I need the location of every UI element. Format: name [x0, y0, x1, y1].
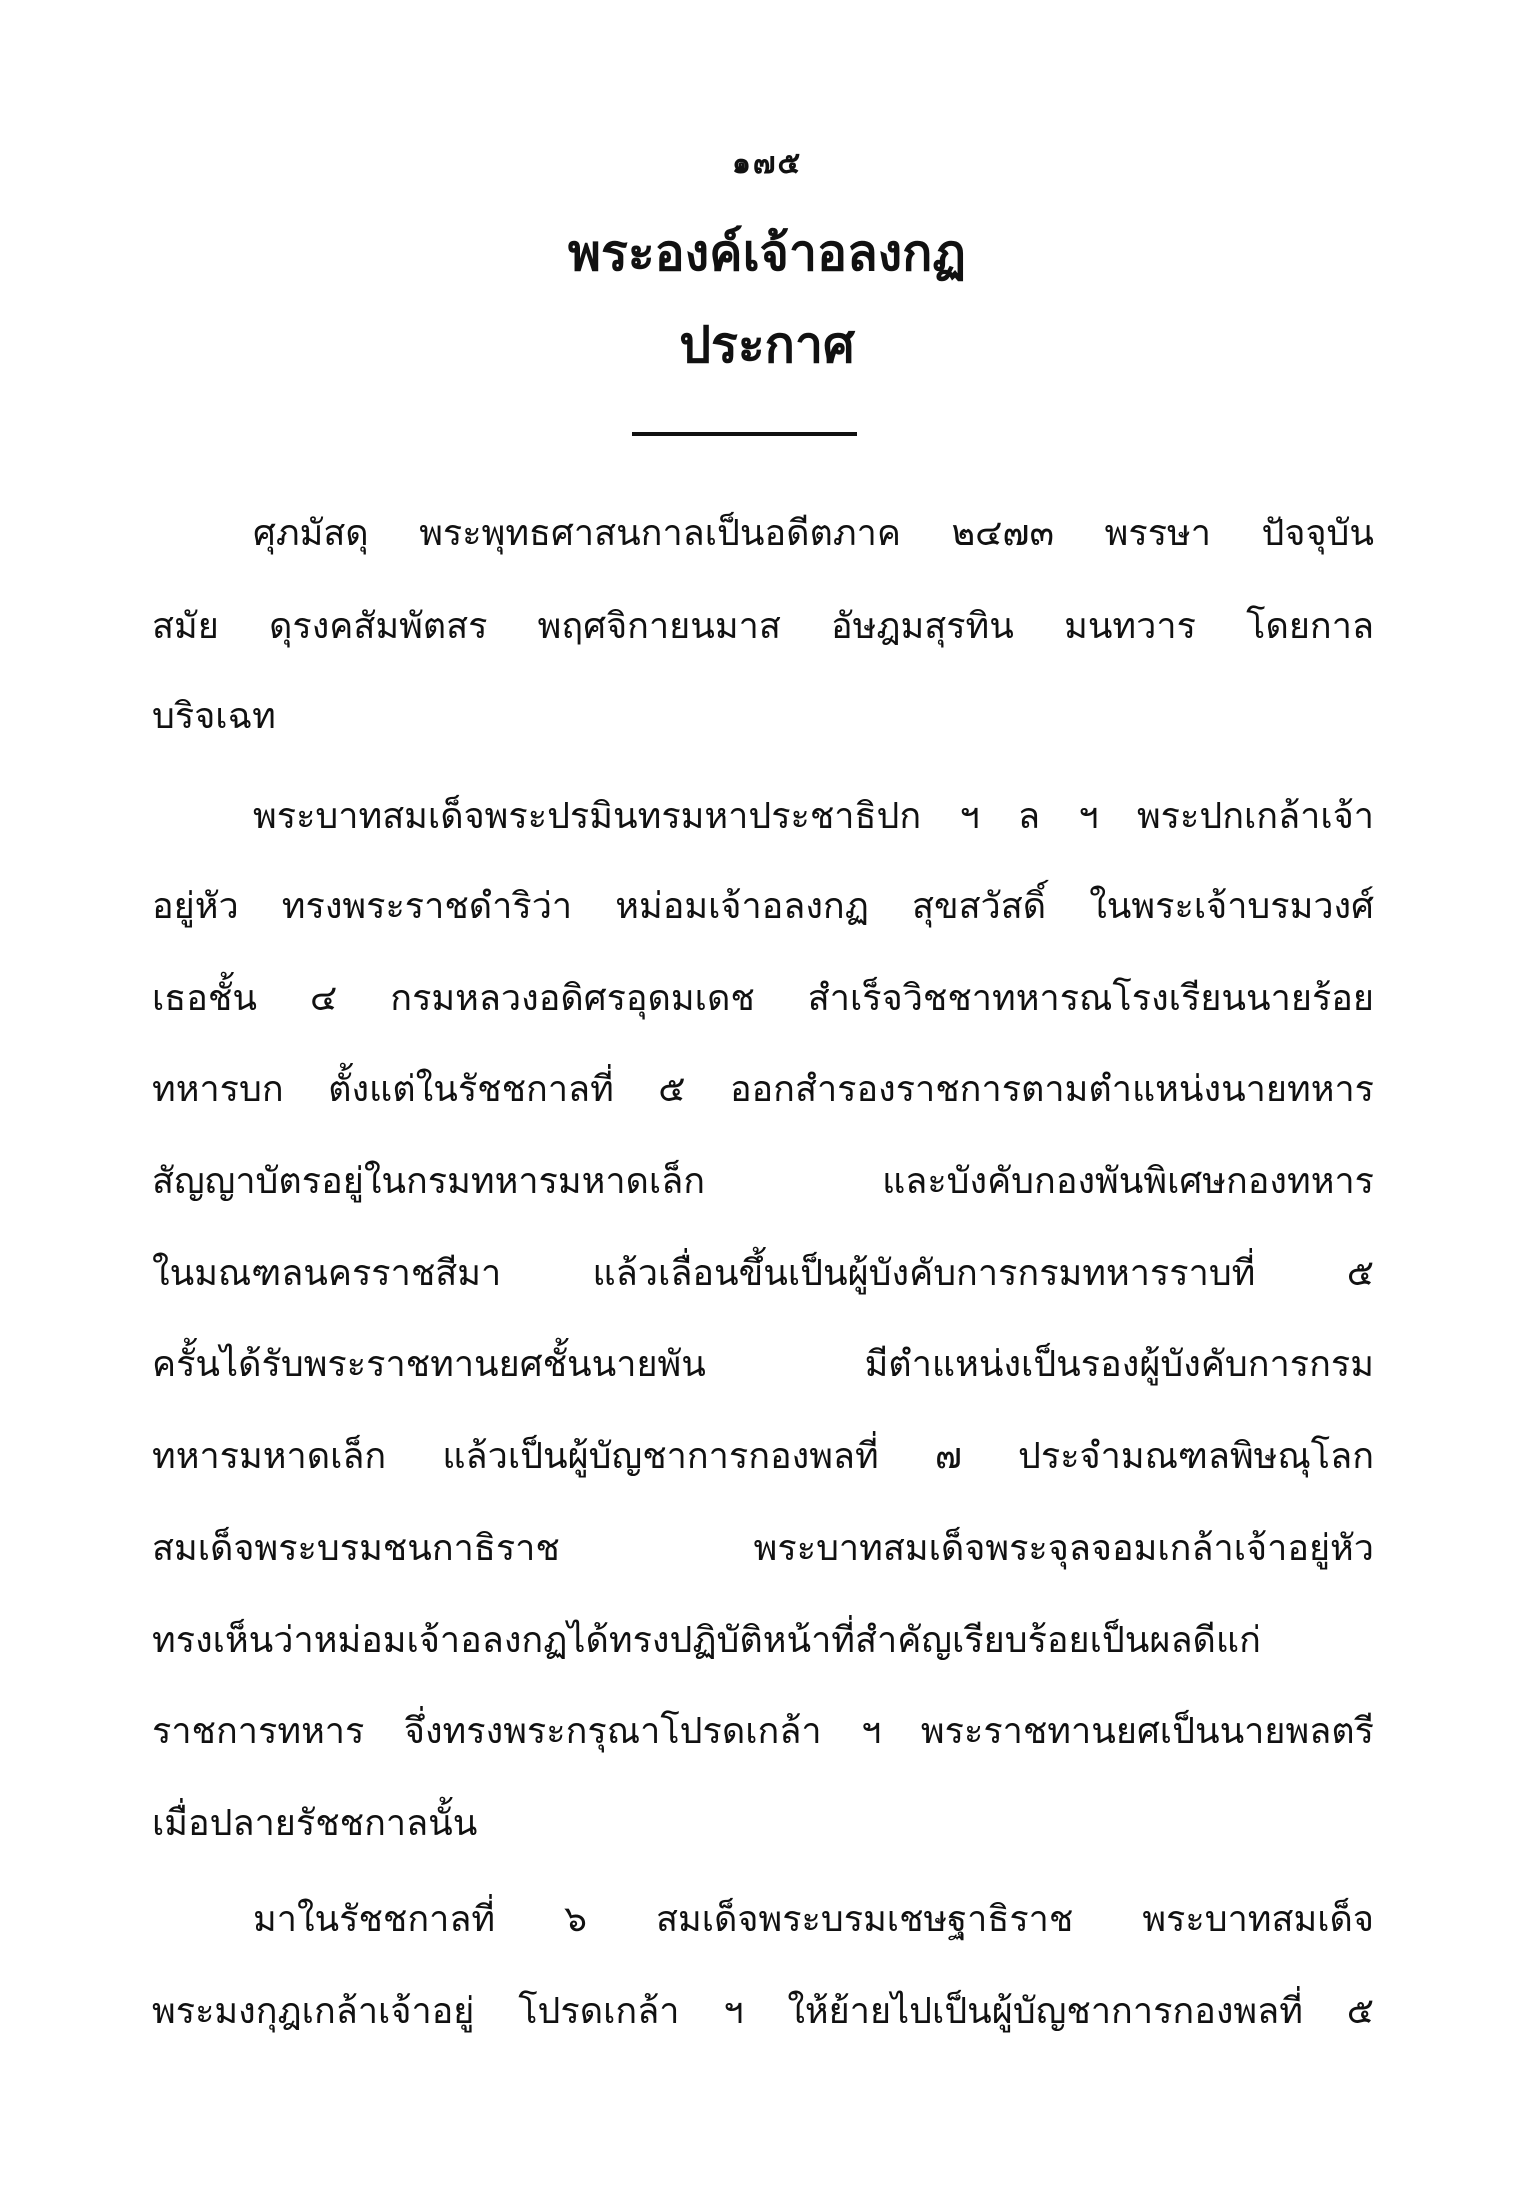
text-line: พระมงกุฎเกล้าเจ้าอยู่ โปรดเกล้า ฯ ให้ย้ายไปเป็นผู้บัญชาการกองพลที่ ๕: [152, 1991, 1374, 2032]
text-line: เมื่อปลายรัชชกาลนั้น: [152, 1803, 478, 1844]
text-line: ทรงเห็นว่าหม่อมเจ้าอลงกฏได้ทรงปฏิบัติหน้าที่สำคัญเรียบร้อยเป็นผลดีแก่: [152, 1620, 1261, 1661]
text-line: อยู่หัว ทรงพระราชดำริว่า หม่อมเจ้าอลงกฏ สุขสวัสดิ์ ในพระเจ้าบรมวงศ์: [152, 886, 1374, 927]
document-title: พระองค์เจ้าอลงกฏ: [568, 223, 966, 282]
text-line: ทหารมหาดเล็ก แล้วเป็นผู้บัญชาการกองพลที่ ๗ ประจำมณฑลพิษณุโลก: [152, 1436, 1374, 1477]
text-line: สัญญาบัตรอยู่ในกรมทหารมหาดเล็ก และบังคับกองพันพิเศษกองทหาร: [152, 1161, 1374, 1202]
text-line: เธอชั้น ๔ กรมหลวงอดิศรอุดมเดช สำเร็จวิชชาทหารณโรงเรียนนายร้อย: [152, 978, 1374, 1019]
text-line: สมัย ดุรงคสัมพัตสร พฤศจิกายนมาส อัษฎมสุรทิน มนทวาร โดยกาล: [152, 606, 1374, 647]
text-line: ครั้นได้รับพระราชทานยศชั้นนายพัน มีตำแหน่งเป็นรองผู้บังคับการกรม: [152, 1344, 1374, 1385]
text-line: พระบาทสมเด็จพระปรมินทรมหาประชาธิปก ฯ ล ฯ พระปกเกล้าเจ้า: [253, 796, 1374, 837]
text-line: ในมณฑลนครราชสีมา แล้วเลื่อนขึ้นเป็นผู้บังคับการกรมทหารราบที่ ๕: [152, 1253, 1374, 1294]
page-number: ๑๗๕: [731, 146, 803, 181]
text-line: บริจเฉท: [152, 696, 276, 737]
text-line: มาในรัชชกาลที่ ๖ สมเด็จพระบรมเชษฐาธิราช พระบาทสมเด็จ: [253, 1899, 1374, 1940]
document-subtitle: ประกาศ: [679, 315, 855, 374]
text-line: ทหารบก ตั้งแต่ในรัชชกาลที่ ๕ ออกสำรองราชการตามตำแหน่งนายทหาร: [152, 1069, 1374, 1110]
text-line: สมเด็จพระบรมชนกาธิราช พระบาทสมเด็จพระจุลจอมเกล้าเจ้าอยู่หัว: [152, 1528, 1374, 1569]
title-divider: [632, 432, 857, 436]
text-line: ศุภมัสดุ พระพุทธศาสนกาลเป็นอดีตภาค ๒๔๗๓ พรรษา ปัจจุบัน: [253, 513, 1374, 554]
text-line: ราชการทหาร จึ่งทรงพระกรุณาโปรดเกล้า ฯ พระราชทานยศเป็นนายพลตรี: [152, 1711, 1374, 1752]
